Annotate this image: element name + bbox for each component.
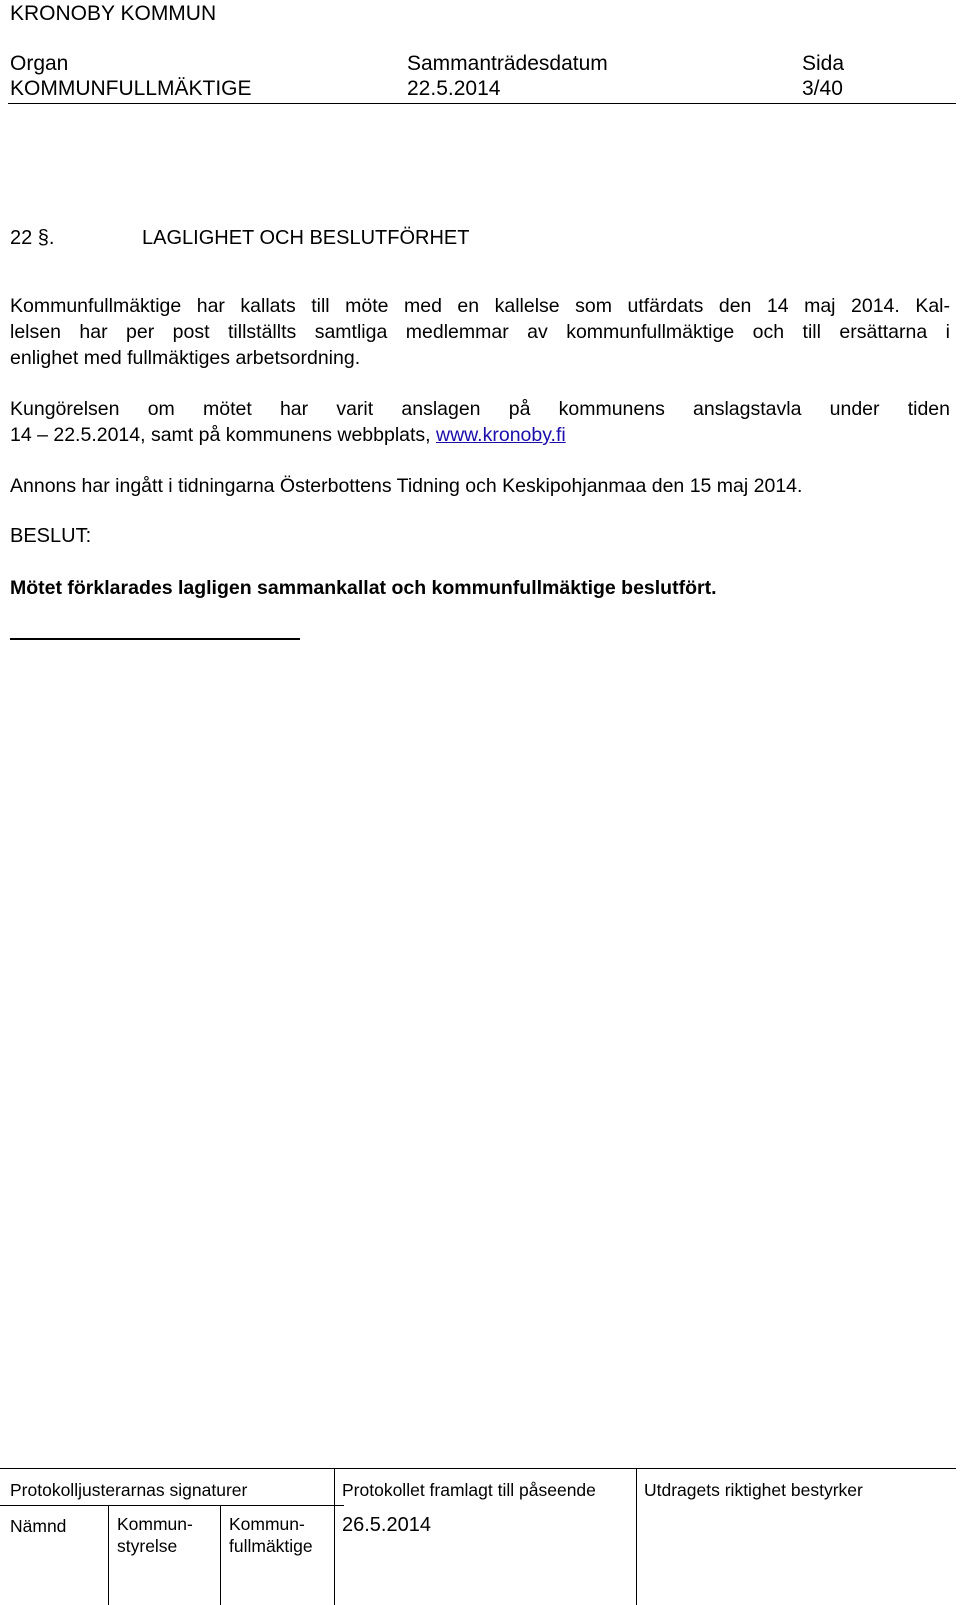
signature-cell-styrelse bbox=[117, 1513, 193, 1557]
header-divider bbox=[8, 103, 956, 104]
paragraph-line bbox=[10, 423, 950, 448]
paragraph-line: enlighet med fullmäktiges arbetsordning. bbox=[10, 347, 361, 369]
page-number: 3/40 bbox=[802, 77, 843, 100]
paragraph-line: Kungörelsen om mötet har varit anslagen på kommunens anslagstavla under tiden bbox=[10, 398, 950, 420]
cell-line: styrelse bbox=[117, 1536, 178, 1556]
footer-mid-rule bbox=[0, 1505, 344, 1506]
signature-cell-fullmaktige bbox=[229, 1513, 313, 1557]
cell-line: fullmäktige bbox=[229, 1536, 313, 1556]
signature-cell-namnd: Nämnd bbox=[10, 1516, 67, 1536]
organ-value: KOMMUNFULLMÄKTIGE bbox=[10, 77, 252, 100]
paragraph-text: 14 – 22.5.2014, samt på kommunens webbplats, bbox=[10, 424, 437, 446]
organization-name: KRONOBY KOMMUN bbox=[10, 2, 217, 25]
signatures-heading: Protokolljusterarnas signaturer bbox=[10, 1480, 248, 1500]
meeting-date-value: 22.5.2014 bbox=[407, 77, 501, 100]
meeting-date-label: Sammanträdesdatum bbox=[407, 52, 608, 75]
section-number: 22 §. bbox=[10, 227, 55, 249]
paragraph-line: Annons har ingått i tidningarna Österbottens Tidning och Keskipohjanmaa den 15 maj 2014. bbox=[10, 475, 803, 497]
public-display-date: 26.5.2014 bbox=[342, 1514, 431, 1536]
footer-divider bbox=[334, 1468, 335, 1605]
public-display-heading: Protokollet framlagt till påseende bbox=[342, 1480, 596, 1500]
extract-certification-heading: Utdragets riktighet bestyrker bbox=[644, 1480, 863, 1500]
cell-line: Kommun- bbox=[117, 1514, 193, 1534]
footer-divider bbox=[220, 1505, 221, 1605]
footer-divider bbox=[636, 1468, 637, 1605]
section-title: LAGLIGHET OCH BESLUTFÖRHET bbox=[142, 227, 470, 249]
paragraph-line: Kommunfullmäktige har kallats till möte med en kallelse som utfärdats den 14 maj 2014. Kal- bbox=[10, 295, 950, 317]
paragraph-line: lelsen har per post tillställts samtliga medlemmar av kommunfullmäktige och till ersättarna i bbox=[10, 321, 950, 343]
page-label: Sida bbox=[802, 52, 845, 75]
decision-label: BESLUT: bbox=[10, 525, 92, 547]
organ-label: Organ bbox=[10, 52, 69, 75]
footer-divider bbox=[108, 1505, 109, 1605]
signature-footer bbox=[0, 1468, 960, 1605]
website-link[interactable]: www.kronoby.fi bbox=[436, 424, 566, 446]
footer-top-rule bbox=[0, 1468, 956, 1469]
cell-line: Kommun- bbox=[229, 1514, 305, 1534]
decision-text: Mötet förklarades lagligen sammankallat och kommunfullmäktige beslutfört. bbox=[10, 577, 717, 599]
section-end-rule bbox=[10, 638, 300, 640]
